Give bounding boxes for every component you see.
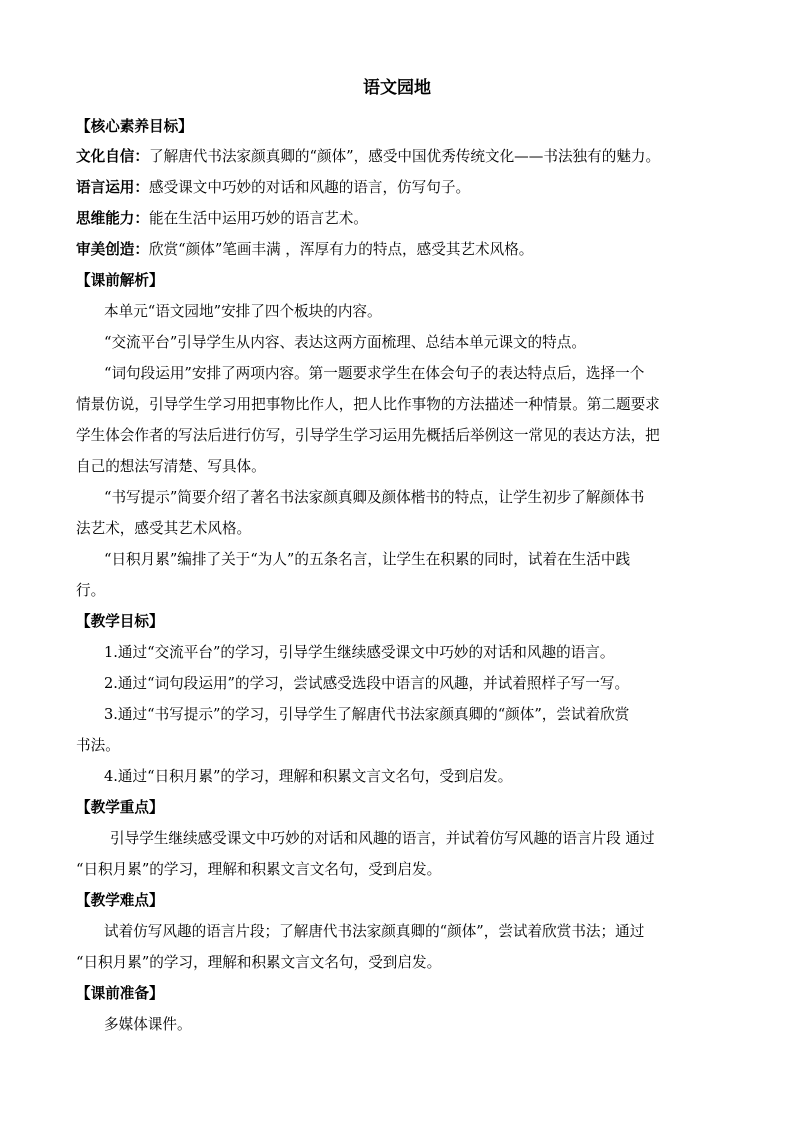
core-goal-item [76,173,726,203]
paragraph-line: “交流平台”引导学生从内容、表达这两方面梳理、总结本单元课文的特点。 [104,334,586,351]
core-goal-label: 思维能力： [76,210,149,227]
paragraph-line: 情景仿说，引导学生学习用把事物比作人，把人比作事物的方法描述一种情景。第二题要求 [76,396,660,413]
teaching-goals-heading: 【教学目标】 [76,613,164,630]
core-goal-text: 了解唐代书法家颜真卿的“颜体”，感受中国优秀传统文化——书法独有的魅力。 [148,148,661,165]
core-goal-item [76,142,726,172]
paragraph-line: 引导学生继续感受课文中巧妙的对话和风趣的语言，并试着仿写风趣的语言片段 通过 [110,830,655,847]
list-item: 4.通过“日积月累”的学习，理解和积累文言文名句，受到启发。 [104,768,513,785]
core-goal-label: 文化自信： [76,148,149,165]
core-goal-text: 欣赏“颜体”笔画丰满 ，浑厚有力的特点，感受其艺术风格。 [148,241,534,258]
core-goal-item [76,235,726,265]
paragraph-line: “日积月累”的学习，理解和积累文言文名句，受到启发。 [76,861,442,878]
paragraph-line: 学生体会作者的写法后进行仿写，引导学生学习运用先概括后举例这一常见的表达方法，把 [76,427,660,444]
core-goal-item [76,204,726,234]
list-item: 1.通过“交流平台”的学习，引导学生继续感受课文中巧妙的对话和风趣的语言。 [104,644,615,661]
paragraph-line: 本单元“语文园地”安排了四个板块的内容。 [104,303,382,320]
core-goals-heading: 【核心素养目标】 [76,118,193,135]
page-title: 语文园地 [363,78,431,98]
paragraph-line: 行。 [76,582,106,599]
pre-analysis-heading: 【课前解析】 [76,272,164,289]
paragraph-line: “日积月累”的学习，理解和积累文言文名句，受到启发。 [76,954,442,971]
paragraph-line: “词句段运用”安排了两项内容。第一题要求学生在体会句子的表达特点后，选择一个 [104,365,645,382]
key-points-heading: 【教学重点】 [76,799,164,816]
paragraph-line: 试着仿写风趣的语言片段；了解唐代书法家颜真卿的“颜体”，尝试着欣赏书法；通过 [104,923,645,940]
core-goal-label: 语言运用： [76,179,149,196]
paragraph-line: 自己的想法写清楚、写具体。 [76,458,266,475]
list-item: 3.通过“书写提示”的学习，引导学生了解唐代书法家颜真卿的“颜体”，尝试着欣赏 [104,706,630,723]
core-goal-text: 能在生活中运用巧妙的语言艺术。 [148,210,368,227]
difficult-points-heading: 【教学难点】 [76,892,164,909]
preparation-heading: 【课前准备】 [76,985,164,1002]
list-item-continued: 书法。 [76,737,120,754]
core-goal-text: 感受课文中巧妙的对话和风趣的语言，仿写句子。 [148,179,471,196]
paragraph-line: “书写提示”简要介绍了著名书法家颜真卿及颜体楷书的特点，让学生初步了解颜体书 [104,489,645,506]
paragraph-line: 法艺术，感受其艺术风格。 [76,520,252,537]
paragraph-line: “日积月累”编排了关于“为人”的五条名言，让学生在积累的同时，试着在生活中践 [104,551,631,568]
list-item: 2.通过“词句段运用”的学习，尝试感受选段中语言的风趣，并试着照样子写一写。 [104,675,630,692]
paragraph-line: 多媒体课件。 [104,1016,192,1033]
core-goal-label: 审美创造： [76,241,149,258]
